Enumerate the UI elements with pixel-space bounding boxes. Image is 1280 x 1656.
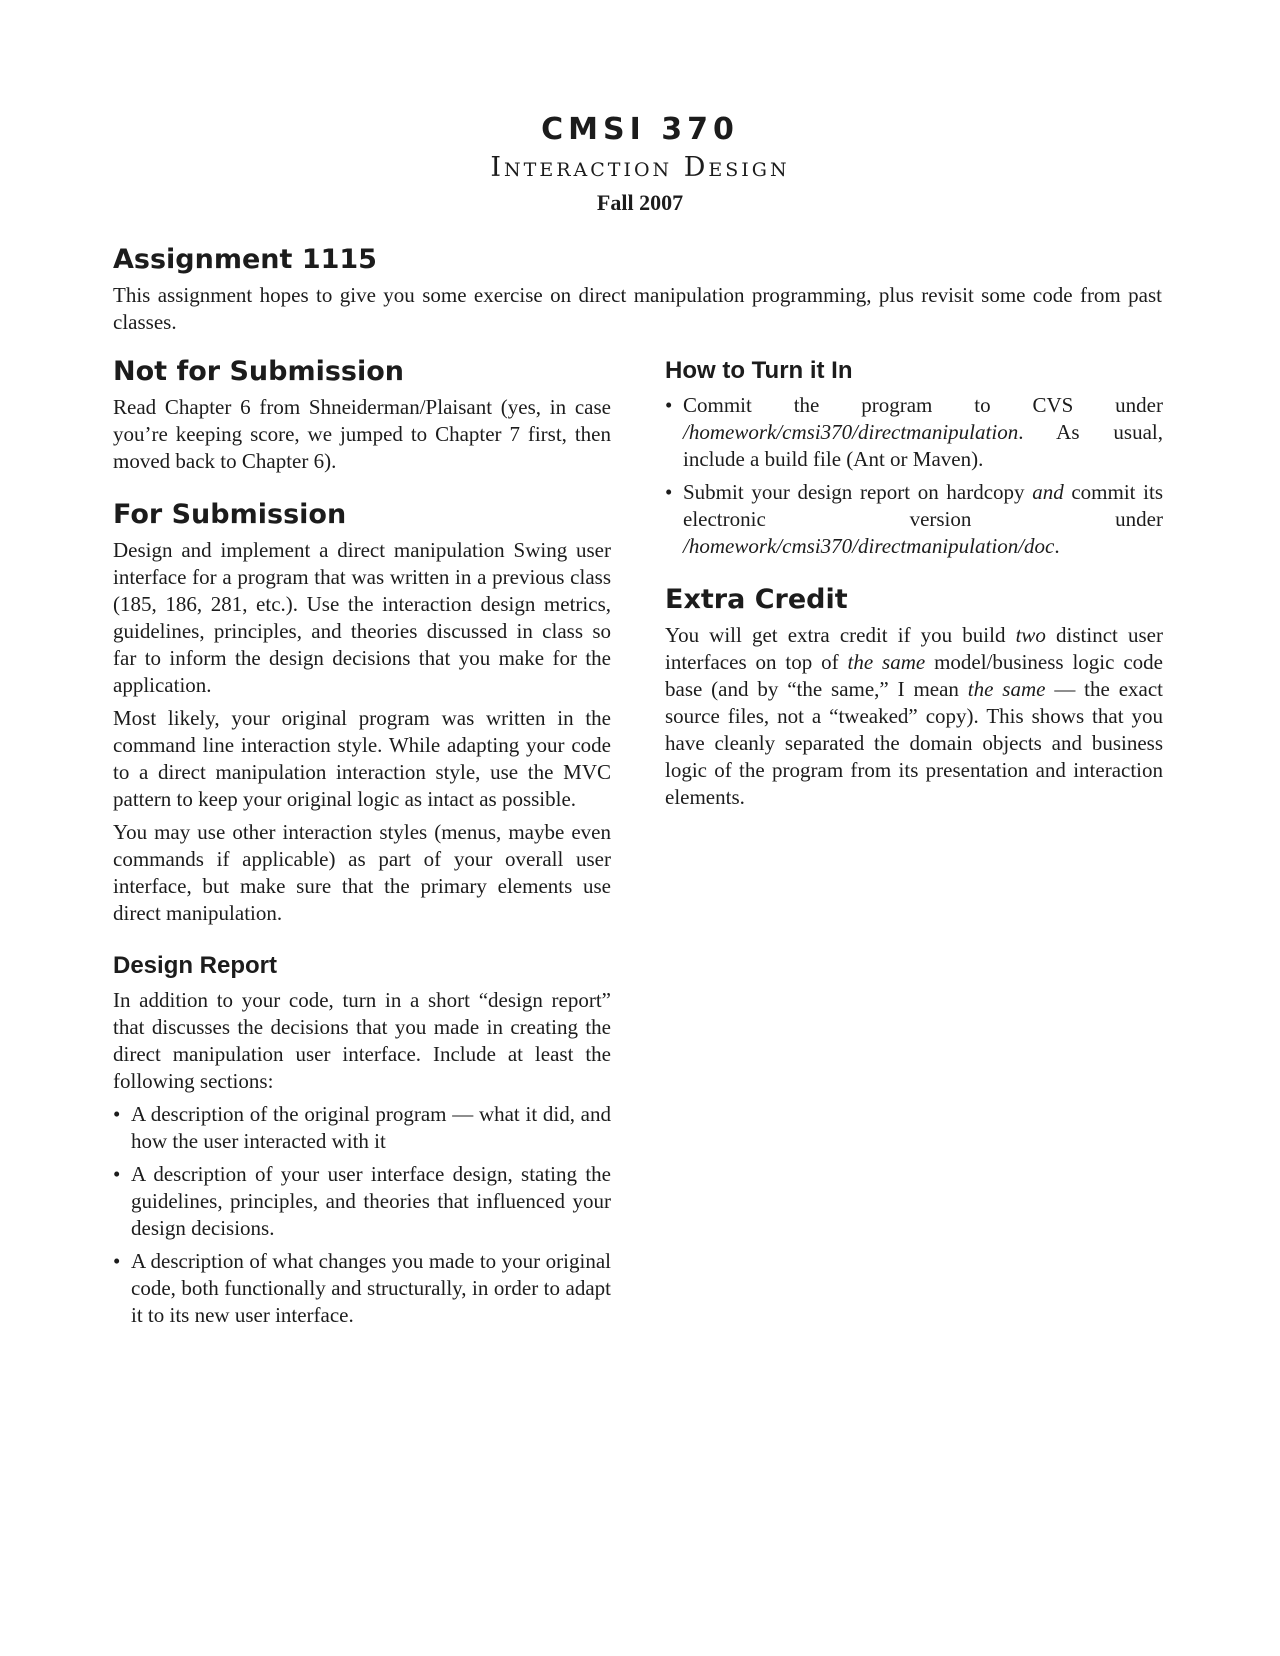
bullet-icon: • xyxy=(113,1102,121,1126)
emphasis-and: and xyxy=(1032,480,1064,504)
design-report-section xyxy=(113,951,611,1329)
for-submission-heading: For Submission xyxy=(113,499,347,530)
not-for-submission-text: Read Chapter 6 from Shneiderman/Plaisant (yes, in case you’re keeping score, we jumped to Chapter 7 first, then moved back to Chapter 6). xyxy=(113,395,611,473)
assignment-intro-section xyxy=(113,244,1162,336)
right-column xyxy=(665,356,1163,835)
assignment-intro-text: This assignment hopes to give you some exercise on direct manipulation programming, plus revisit some code from past classes. xyxy=(113,283,1162,334)
extra-credit-fragment: distinct user interfaces on top of xyxy=(665,623,1163,674)
cvs-path: /homework/cmsi370/directmanipulation xyxy=(683,420,1019,444)
list-item-text: . As usual, include a build file (Ant or Maven). xyxy=(683,420,1163,471)
list-item-text: A description of your user interface design, stating the guidelines, principles, and theories that influenced your design decisions. xyxy=(131,1162,611,1240)
list-item xyxy=(665,479,1163,560)
bullet-icon: • xyxy=(113,1249,121,1273)
list-item-text: A description of what changes you made to your original code, both functionally and structurally, in order to adapt it to its new user interface. xyxy=(131,1249,611,1327)
list-item-text: A description of the original program — what it did, and how the user interacted with it xyxy=(131,1102,611,1153)
list-item-text: Commit the program to CVS under xyxy=(683,393,1163,417)
course-code: CMSI 370 xyxy=(541,112,739,147)
turn-in-section xyxy=(665,356,1163,560)
bullet-icon: • xyxy=(113,1162,121,1186)
list-item-text: . xyxy=(1054,534,1060,558)
for-submission-section xyxy=(113,499,611,927)
for-submission-paragraph: Design and implement a direct manipulation Swing user interface for a program that was written in a previous class (185, 186, 281, etc.). Use the interaction design metrics, guidelines, principles, and theories discussed in class so far to inform the design decisions that you make for the application. xyxy=(113,538,611,697)
left-column xyxy=(113,356,611,1353)
not-for-submission-section xyxy=(113,356,611,475)
not-for-submission-heading: Not for Submission xyxy=(113,356,405,387)
course-term: Fall 2007 xyxy=(596,190,684,215)
emphasis-two: two xyxy=(1015,623,1046,647)
list-item-text: Submit your design report on hardcopy xyxy=(683,480,1033,504)
turn-in-heading: How to Turn it In xyxy=(665,357,853,384)
design-report-list xyxy=(113,1101,611,1329)
for-submission-paragraph: You may use other interaction styles (menus, maybe even commands if applicable) as part of your overall user interface, but make sure that the primary elements use direct manipulation. xyxy=(113,820,611,925)
extra-credit-text xyxy=(665,622,1163,811)
doc-path: /homework/cmsi370/directmanipulation/doc xyxy=(683,534,1055,558)
list-item xyxy=(113,1248,611,1329)
list-item xyxy=(113,1161,611,1242)
list-item-text: commit its electronic version under xyxy=(683,480,1164,531)
emphasis-the-same: the same xyxy=(847,650,926,674)
design-report-heading: Design Report xyxy=(113,952,278,979)
design-report-intro: In addition to your code, turn in a short “design report” that discusses the decisions that you made in creating the direct manipulation user interface. Include at least the following sections: xyxy=(113,988,611,1093)
extra-credit-section xyxy=(665,584,1163,811)
emphasis-the-same: the same xyxy=(967,677,1046,701)
bullet-icon: • xyxy=(665,480,673,504)
course-subtitle: Interaction Design xyxy=(490,152,790,183)
extra-credit-fragment: — the exact source files, not a “tweaked” copy). This shows that you have cleanly separated the domain objects and business logic of the program from its presentation and interaction elements. xyxy=(665,677,1163,809)
list-item xyxy=(113,1101,611,1155)
for-submission-paragraph: Most likely, your original program was written in the command line interaction style. While adapting your code to a direct manipulation interaction style, use the MVC pattern to keep your original logic as intact as possible. xyxy=(113,706,611,811)
turn-in-list xyxy=(665,392,1163,560)
extra-credit-fragment: You will get extra credit if you build xyxy=(665,623,1016,647)
list-item xyxy=(665,392,1163,473)
assignment-title: Assignment 1115 xyxy=(113,244,377,275)
extra-credit-fragment: model/business logic code base (and by “the same,” I mean xyxy=(665,650,1163,701)
bullet-icon: • xyxy=(665,393,673,417)
extra-credit-heading: Extra Credit xyxy=(665,584,848,615)
